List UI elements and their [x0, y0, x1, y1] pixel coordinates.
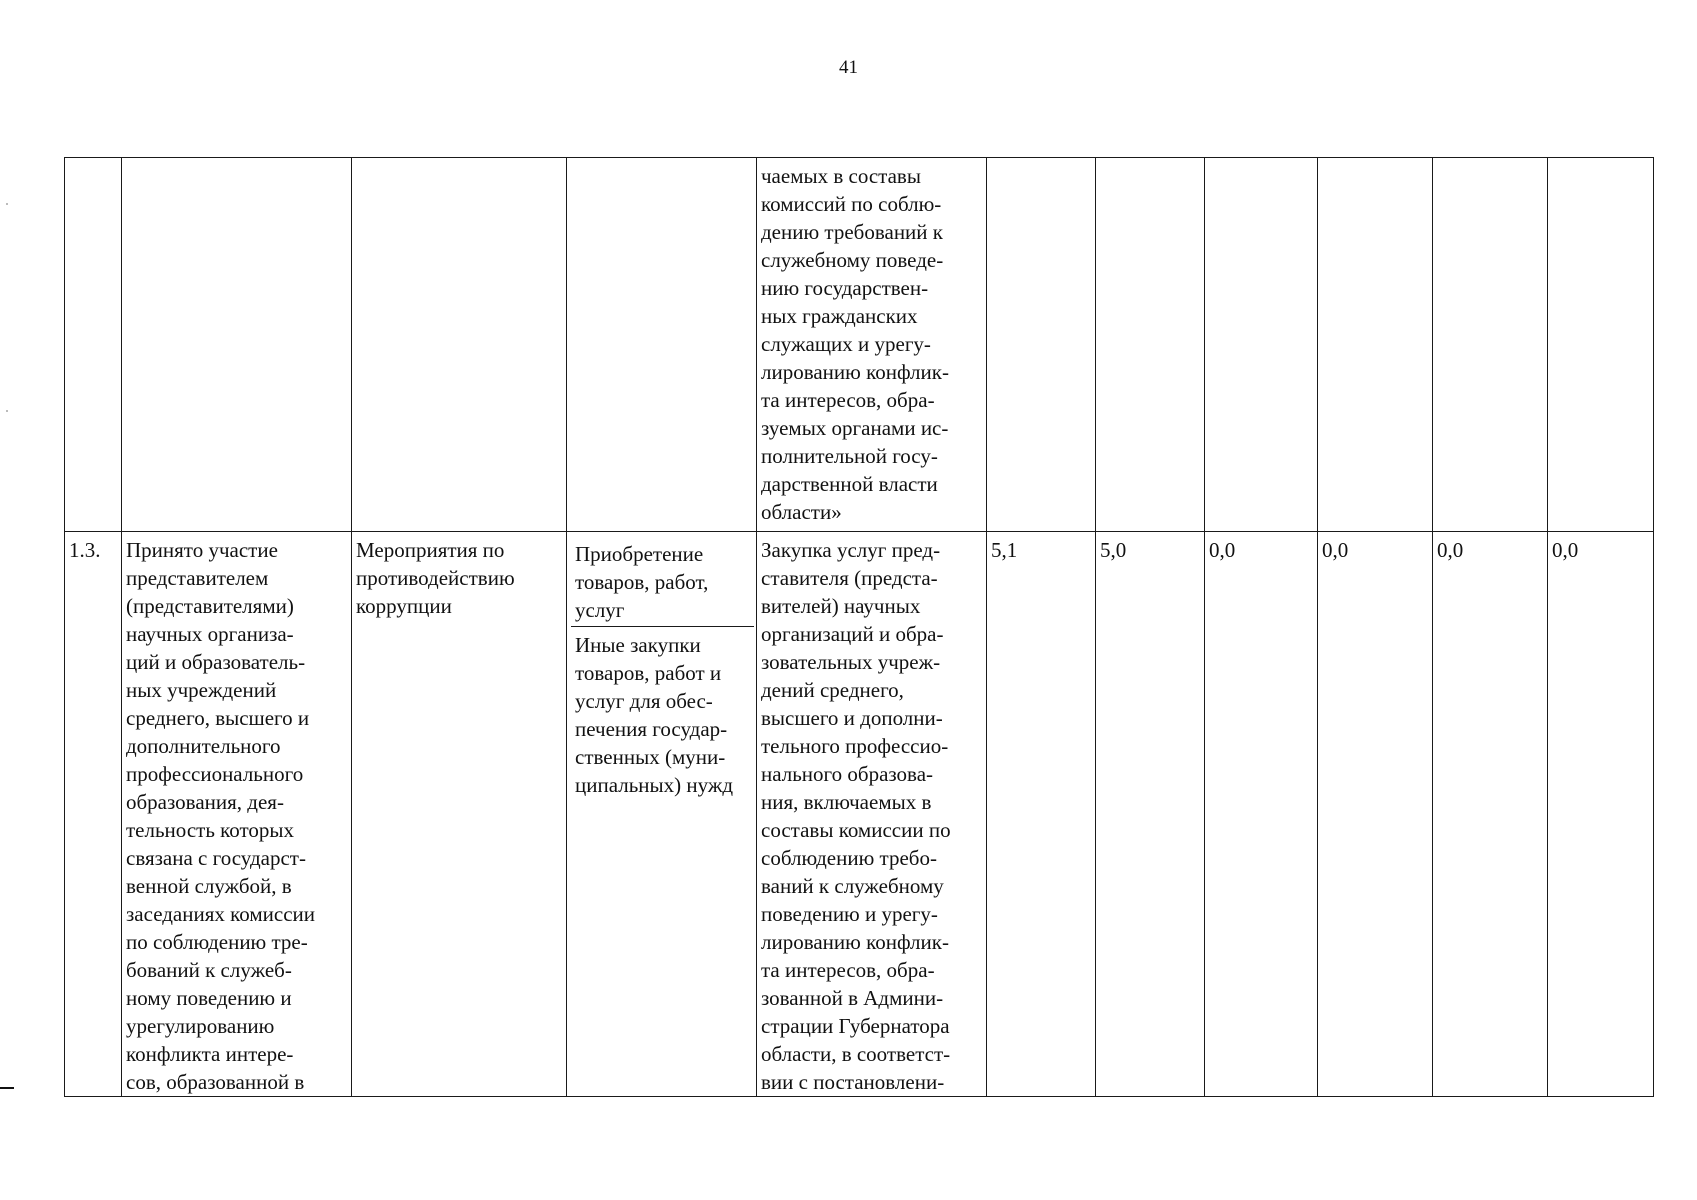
- value-cell: 5,1: [987, 532, 1096, 1097]
- cell-value: [1205, 158, 1318, 532]
- expense-type-main: Приобретение товаров, работ, услуг: [571, 536, 754, 627]
- value-cell: 0,0: [1548, 532, 1654, 1097]
- value-cell: 0,0: [1205, 532, 1318, 1097]
- value-cell: 5,0: [1096, 532, 1205, 1097]
- cell-program: [352, 158, 567, 532]
- margin-line: [0, 1087, 14, 1089]
- event-description: Принято участие представителем (представителями) научных организа- ций и образователь- ных учреждений среднего, высшего и дополнительного профессионального образования, дея- тельность которых связана с государст- венной службой, в заседаниях комиссии по соблюдению тре- бований к служеб- ному поведению и урегулированию конфликта интере- сов, образованной в: [122, 532, 352, 1097]
- table-row-continuation: [65, 158, 1654, 532]
- row-number: 1.3.: [65, 532, 122, 1097]
- program-name: Мероприятия по противодействию коррупции: [352, 532, 567, 1097]
- cell-value: [987, 158, 1096, 532]
- indicator-continuation-text: чаемых в составы комиссий по соблю- дению требований к служебному поведе- нию государствен- ных гражданских служащих и урегу- лированию конфлик- та интересов, обра- зуемых органами ис- полнительной госу- дарственной власти области»: [761, 164, 949, 524]
- expense-type: [567, 532, 757, 1097]
- cell-indicator: [757, 158, 987, 532]
- cell-number: [65, 158, 122, 532]
- cell-value: [1096, 158, 1205, 532]
- expense-type-sub: Иные закупки товаров, работ и услуг для обес- печения государ- ственных (муни- ципальных) нужд: [575, 633, 734, 797]
- cell-expense: [567, 158, 757, 532]
- cell-value: [1433, 158, 1548, 532]
- value-cell: 0,0: [1318, 532, 1433, 1097]
- table-row-1-3: [65, 532, 1654, 1097]
- cell-value: [1548, 158, 1654, 532]
- margin-mark: [6, 410, 8, 412]
- indicator-description: Закупка услуг пред- ставителя (предста- вителей) научных организаций и обра- зовательных учреж- дений среднего, высшего и дополни- тельного профессио- нального образова- ния, включаемых в составы комиссии по соблюдению требо- ваний к служебному поведению и урегу- лированию конфлик- та интересов, обра- зованной в Админи- страции Губернатора области, в соответст- вии с постановлени-: [757, 532, 987, 1097]
- cell-event: [122, 158, 352, 532]
- margin-mark: [6, 203, 8, 205]
- value-cell: 0,0: [1433, 532, 1548, 1097]
- page-number: 41: [839, 57, 858, 78]
- cell-value: [1318, 158, 1433, 532]
- budget-table: [64, 157, 1654, 1097]
